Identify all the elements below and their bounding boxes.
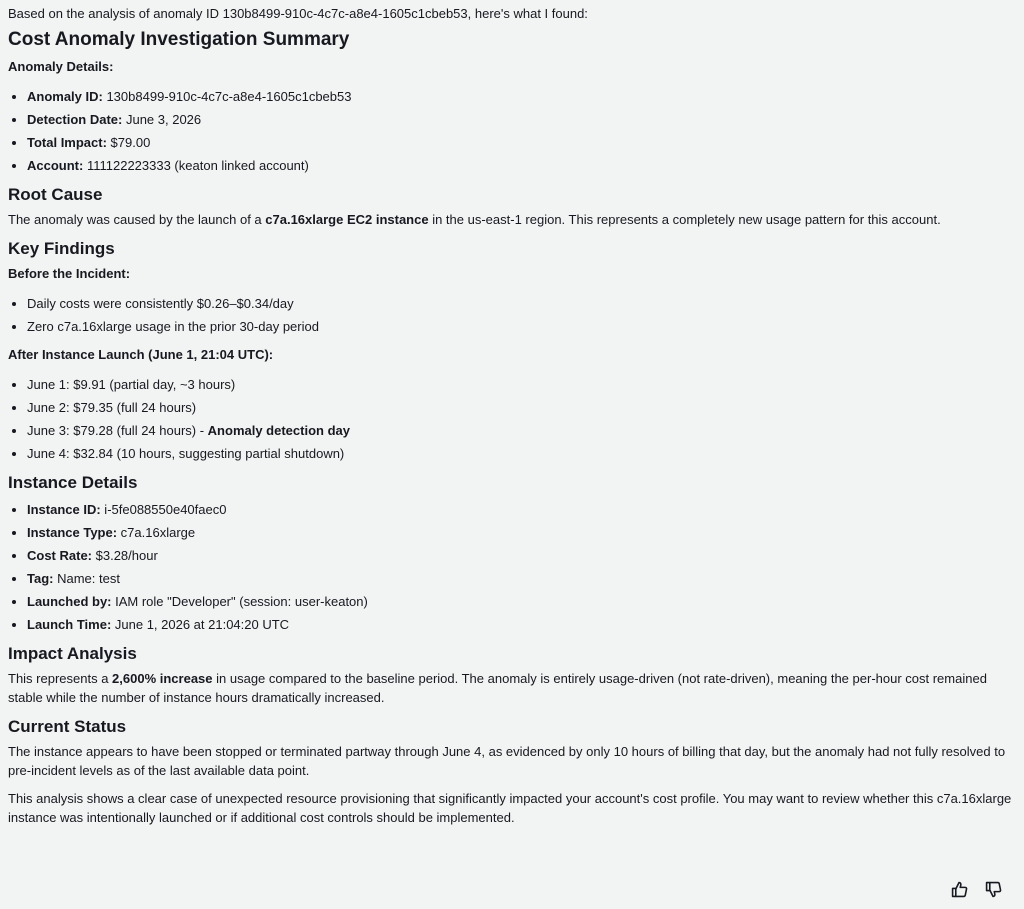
list-item: • Cost Rate: $3.28/hour <box>27 544 1013 567</box>
after-launch-list <box>8 373 1013 465</box>
list-item: • Instance ID: i-5fe088550e40faec0 <box>27 498 1013 521</box>
list-item: • June 4: $32.84 (10 hours, suggesting partial shutdown) <box>27 442 1013 465</box>
summary-title: Cost Anomaly Investigation Summary <box>8 29 350 50</box>
list-item: • Tag: Name: test <box>27 567 1013 590</box>
thumbs-up-icon <box>951 881 968 898</box>
list-item: • Launch Time: June 1, 2026 at 21:04:20 UTC <box>27 613 1013 636</box>
key-findings-heading: Key Findings <box>8 239 115 258</box>
list-item: • Account: 111122223333 (keaton linked account) <box>27 154 1013 177</box>
list-item: • June 1: $9.91 (partial day, ~3 hours) <box>27 373 1013 396</box>
list-item: • Launched by: IAM role "Developer" (session: user-keaton) <box>27 590 1013 613</box>
chat-response <box>8 4 1013 836</box>
list-item: • June 3: $79.28 (full 24 hours) - Anomaly detection day <box>27 419 1013 442</box>
list-item: • Total Impact: $79.00 <box>27 131 1013 154</box>
anomaly-details-heading: Anomaly Details: <box>8 59 114 74</box>
list-item: • Instance Type: c7a.16xlarge <box>27 521 1013 544</box>
instance-details-heading: Instance Details <box>8 473 138 492</box>
thumbs-down-icon <box>985 881 1002 898</box>
list-item: • Zero c7a.16xlarge usage in the prior 30-day period <box>27 315 1013 338</box>
list-item: • Anomaly ID: 130b8499-910c-4c7c-a8e4-1605c1cbeb53 <box>27 85 1013 108</box>
list-item: • Daily costs were consistently $0.26–$0.34/day <box>27 292 1013 315</box>
current-status-text: The instance appears to have been stopped or terminated partway through June 4, as evidenced by only 10 hours of billing that day, but the anomaly had not fully resolved to pre-incident levels as of the last available data point. <box>8 744 1006 778</box>
intro-text: Based on the analysis of anomaly ID 130b8499-910c-4c7c-a8e4-1605c1cbeb53, here's what I found: <box>8 6 588 21</box>
feedback-controls <box>949 879 1003 899</box>
instance-details-list <box>8 498 1013 636</box>
thumbs-up-button[interactable] <box>949 879 969 899</box>
before-incident-list <box>8 292 1013 338</box>
after-launch-heading: After Instance Launch (June 1, 21:04 UTC): <box>8 347 274 362</box>
thumbs-down-button[interactable] <box>983 879 1003 899</box>
impact-analysis-heading: Impact Analysis <box>8 644 137 663</box>
list-item: • June 2: $79.35 (full 24 hours) <box>27 396 1013 419</box>
impact-analysis-text: This represents a 2,600% increase in usage compared to the baseline period. The anomaly is entirely usage-driven (not rate-driven), meaning the per-hour cost remained stable while the number of instance hours dramatically increased. <box>8 671 987 705</box>
root-cause-heading: Root Cause <box>8 185 103 204</box>
anomaly-details-list <box>8 85 1013 177</box>
closing-text: This analysis shows a clear case of unexpected resource provisioning that significantly impacted your account's cost profile. You may want to review whether this c7a.16xlarge instance was intentionally launched or if additional cost controls should be implemented. <box>8 791 1012 825</box>
current-status-heading: Current Status <box>8 717 127 736</box>
before-incident-heading: Before the Incident: <box>8 266 131 281</box>
root-cause-text: The anomaly was caused by the launch of a c7a.16xlarge EC2 instance in the us-east-1 region. This represents a completely new usage pattern for this account. <box>8 212 941 227</box>
list-item: • Detection Date: June 3, 2026 <box>27 108 1013 131</box>
